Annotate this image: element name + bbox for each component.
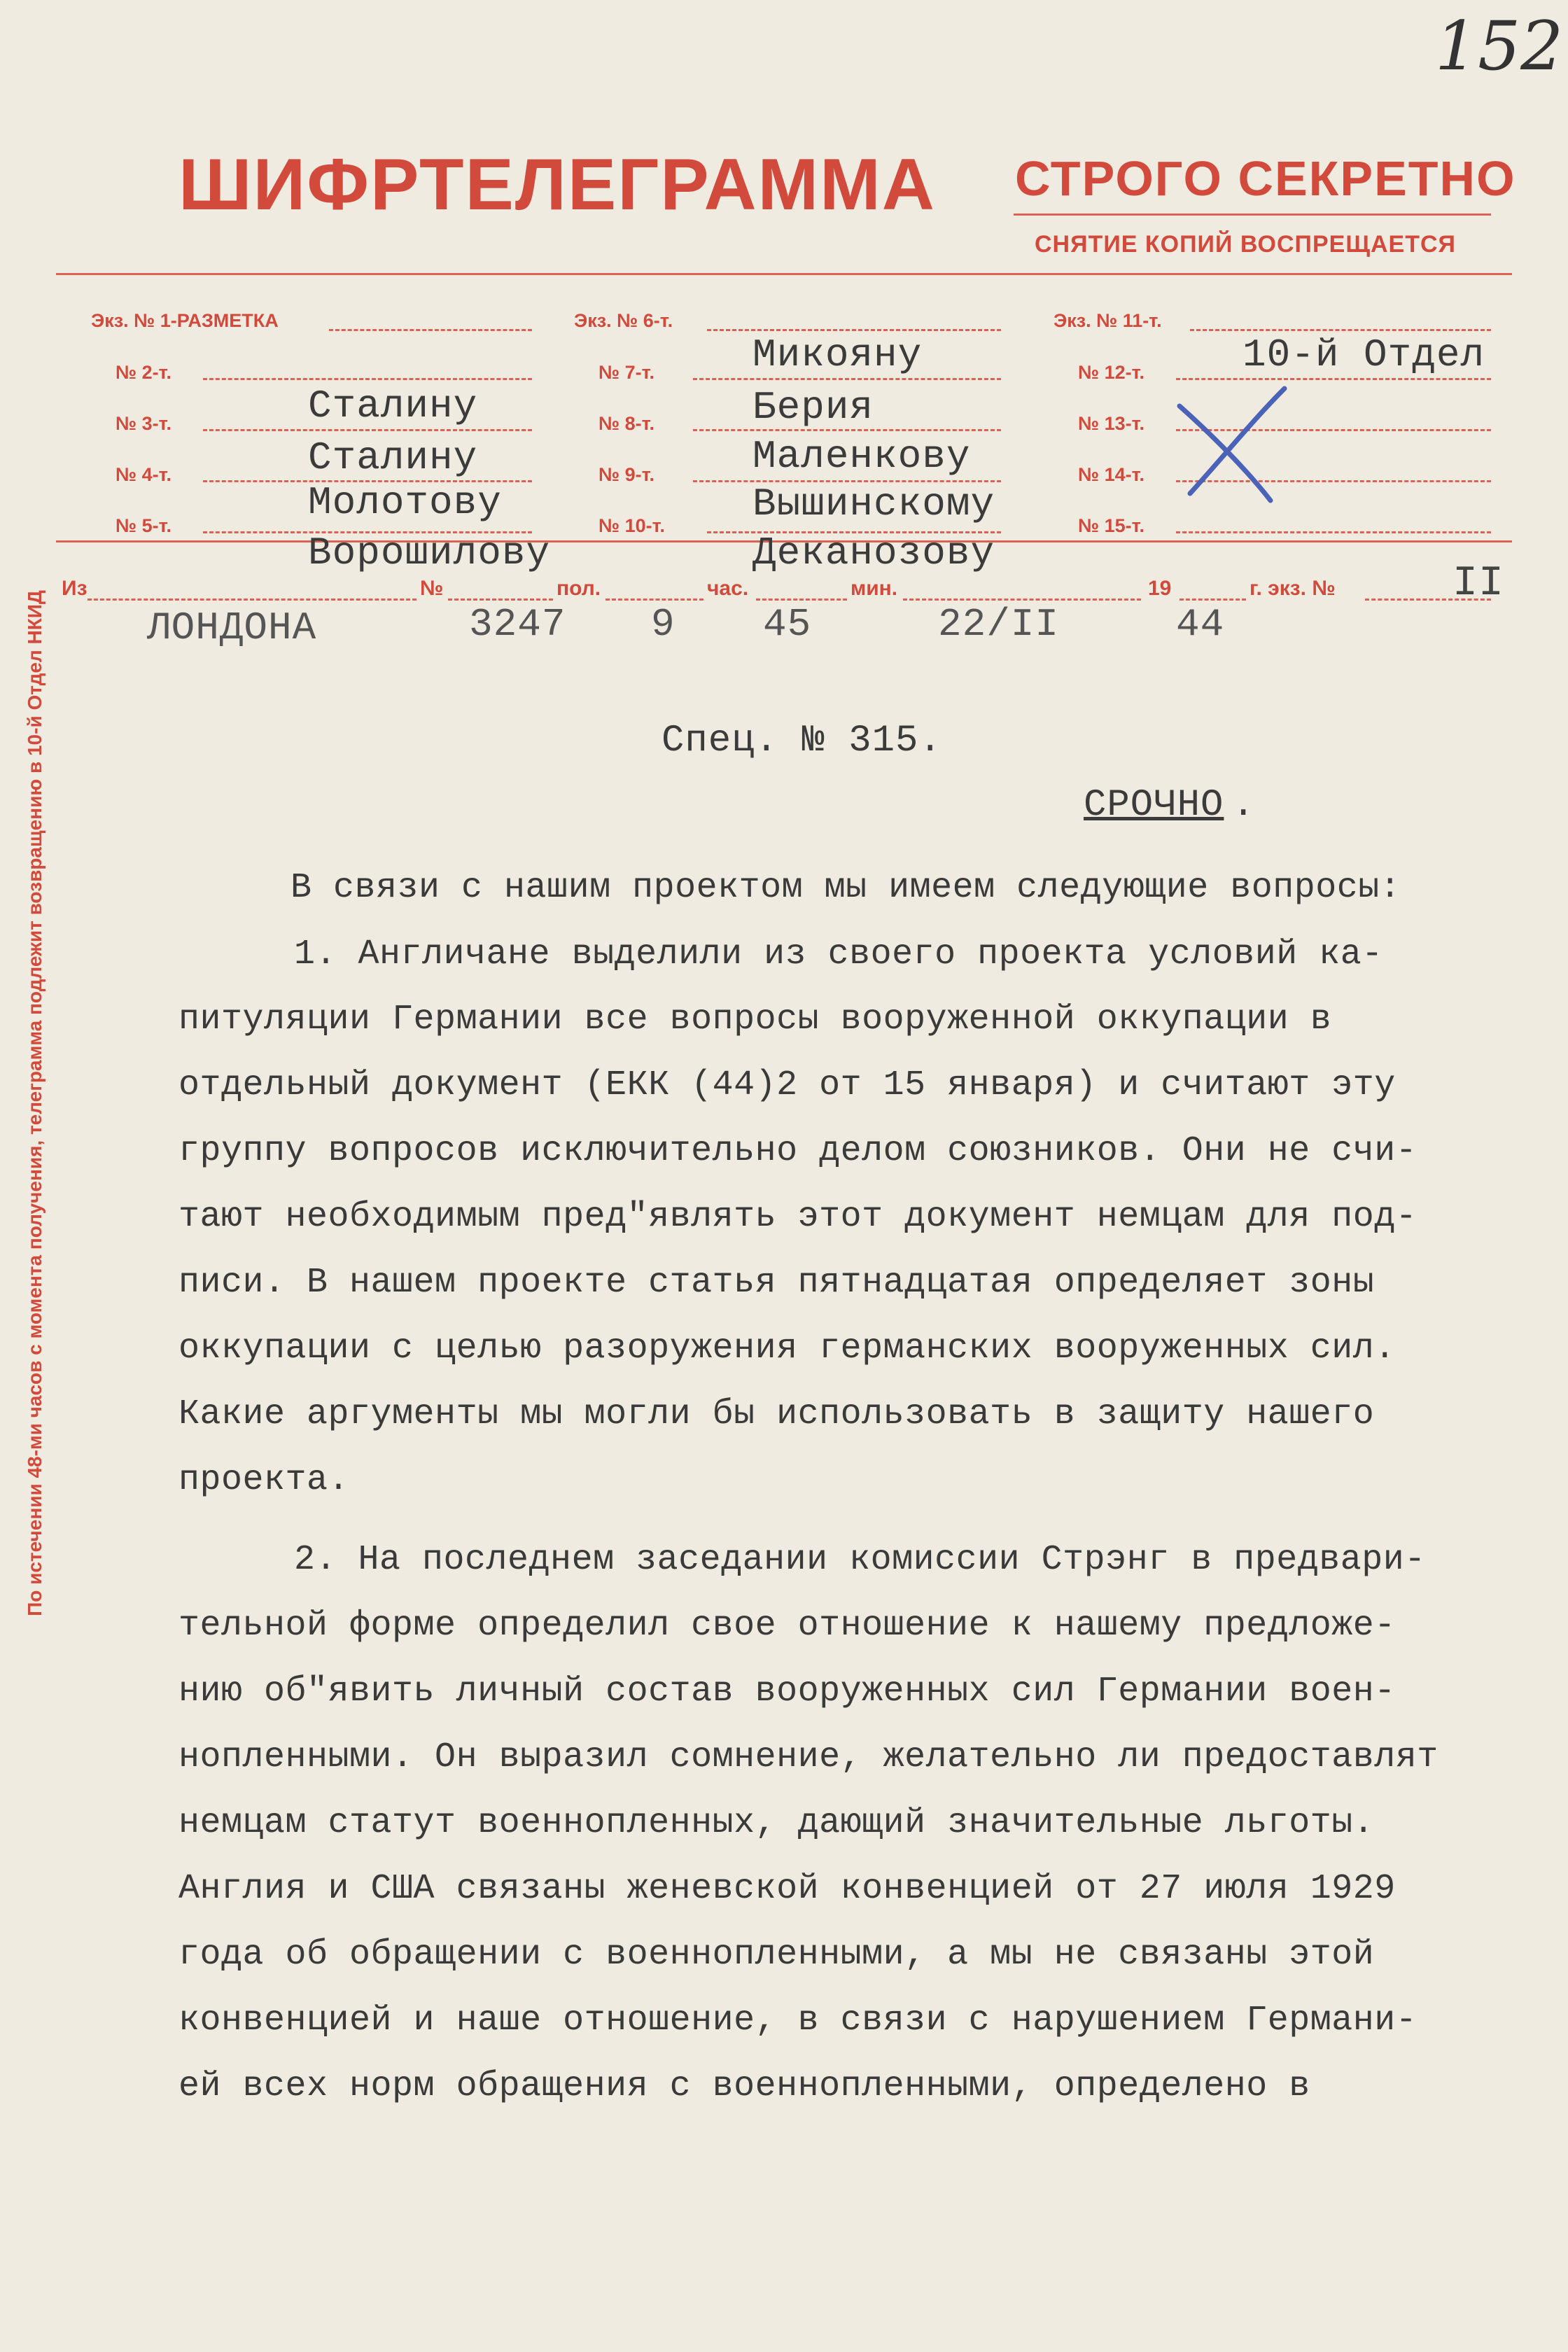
recipient-4: Сталину	[308, 435, 478, 480]
copy-line-15	[1176, 531, 1491, 533]
urgency-period: .	[1232, 784, 1256, 827]
recipient-5b: Ворошилову	[308, 531, 551, 575]
copy-label-3: № 3-т.	[115, 413, 172, 434]
copy-notice: СНЯТИЕ КОПИЙ ВОСПРЕЩАЕТСЯ	[1035, 231, 1456, 258]
copy-label-10: № 10-т.	[598, 515, 665, 536]
body-line: 1. Англичане выделили из своего проекта условий ка-	[294, 934, 1383, 974]
year-label: 19	[1148, 577, 1172, 600]
number-value: 3247	[469, 602, 566, 647]
recipient-10: Вышинскому	[752, 482, 995, 526]
hours-label: час.	[707, 577, 749, 600]
recipient-9: Маленкову	[752, 434, 971, 479]
copy-label-2: № 2-т.	[115, 362, 172, 383]
copy-number-value: II	[1452, 560, 1505, 608]
from-label: Из	[62, 577, 88, 600]
blue-cross-mark	[1162, 371, 1302, 511]
copy-line-11	[1190, 329, 1491, 331]
body-line: проекта.	[178, 1460, 350, 1500]
side-notice: По истечении 48-ми часов с момента получения, телеграмма подлежит возвращению в 10-й Отдел НКИД	[24, 590, 46, 1616]
minutes-value: 45	[763, 602, 812, 647]
body-line: немцам статут военнопленных, дающий значительные льготы.	[178, 1803, 1375, 1843]
body-line: конвенцией и наше отношение, в связи с нарушением Германи-	[178, 2001, 1418, 2040]
hours-value: 9	[651, 602, 676, 647]
copy-label-7: № 7-т.	[598, 362, 654, 383]
origin-value: ЛОНДОНА	[147, 606, 317, 650]
page-number: 152	[1435, 7, 1564, 85]
body-line: года об обращении с военнопленными, а мы не связаны этой	[178, 1935, 1375, 1975]
recipient-12: 10-й Отдел	[1242, 332, 1485, 377]
minutes-label: мин.	[850, 577, 898, 600]
recipient-3: Сталину	[308, 384, 478, 428]
urgency-mark: СРОЧНО	[1084, 784, 1224, 827]
body-line: отдельный документ (ЕКК (44)2 от 15 января) и считают эту	[178, 1065, 1396, 1105]
copy-line-6	[707, 329, 1001, 331]
body-line: питуляции Германии все вопросы вооруженной оккупации в	[178, 1000, 1332, 1040]
copy-label-6: Экз. № 6-т.	[574, 310, 673, 331]
received-line	[606, 598, 704, 601]
from-line	[88, 598, 416, 601]
received-label: пол.	[556, 577, 601, 600]
copy-label-4: № 4-т.	[115, 464, 172, 485]
copy-label-8: № 8-т.	[598, 413, 654, 434]
body-line: оккупации с целью разоружения германских вооруженных сил.	[178, 1329, 1396, 1368]
body-line: 2. На последнем заседании комиссии Стрэнг в предвари-	[294, 1540, 1426, 1580]
copy-label-15: № 15-т.	[1078, 515, 1144, 536]
body-line: группу вопросов исключительно делом союзников. Они не счи-	[178, 1131, 1418, 1171]
copy-label-13: № 13-т.	[1078, 413, 1144, 434]
body-line: писи. В нашем проекте статья пятнадцатая определяет зоны	[178, 1263, 1375, 1303]
classification: СТРОГО СЕКРЕТНО	[1015, 151, 1516, 206]
copy-line-2	[203, 378, 532, 380]
hours-line	[756, 598, 847, 601]
copy-no-label: г. экз. №	[1250, 577, 1336, 600]
copy-label-9: № 9-т.	[598, 464, 654, 485]
recipient-8: Берия	[752, 385, 874, 430]
copy-label-1: Экз. № 1-РАЗМЕТКА	[91, 310, 279, 331]
body-line: тают необходимым пред"являть этот документ немцам для под-	[178, 1197, 1418, 1237]
body-line: тельной форме определил свое отношение к нашему предложе-	[178, 1606, 1396, 1646]
number-label: №	[420, 577, 444, 600]
form-title: ШИФРТЕЛЕГРАММА	[178, 144, 936, 225]
recipient-7: Микояну	[752, 332, 923, 377]
body-line: ей всех норм обращения с военнопленными, определено в	[178, 2066, 1310, 2106]
body-line: В связи с нашим проектом мы имеем следующие вопросы:	[290, 868, 1401, 908]
copy-line-3	[203, 429, 532, 431]
body-line: Какие аргументы мы могли бы использовать в защиту нашего	[178, 1394, 1375, 1434]
copy-label-11: Экз. № 11-т.	[1054, 310, 1162, 331]
year-line	[1180, 598, 1246, 601]
copy-label-5: № 5-т.	[115, 515, 172, 536]
copy-label-14: № 14-т.	[1078, 464, 1144, 485]
recipient-10b: Деканозову	[752, 531, 995, 575]
copy-label-12: № 12-т.	[1078, 362, 1144, 383]
body-line: нопленными. Он выразил сомнение, желательно ли предоставлят	[178, 1737, 1438, 1777]
body-line: Англия и США связаны женевской конвенцией от 27 июля 1929	[178, 1869, 1396, 1909]
date-value: 22/II	[938, 602, 1060, 647]
number-line	[448, 598, 553, 601]
classification-underline	[1014, 214, 1491, 216]
minutes-line	[903, 598, 1141, 601]
copy-line-7	[693, 378, 1001, 380]
year-value: 44	[1176, 602, 1225, 647]
recipient-5: Молотову	[308, 480, 502, 525]
copy-line-1	[329, 329, 532, 331]
distribution-top-border	[56, 273, 1512, 275]
spec-number: Спец. № 315.	[662, 720, 942, 762]
body-line: нию об"явить личный состав вооруженных сил Германии воен-	[178, 1672, 1396, 1712]
